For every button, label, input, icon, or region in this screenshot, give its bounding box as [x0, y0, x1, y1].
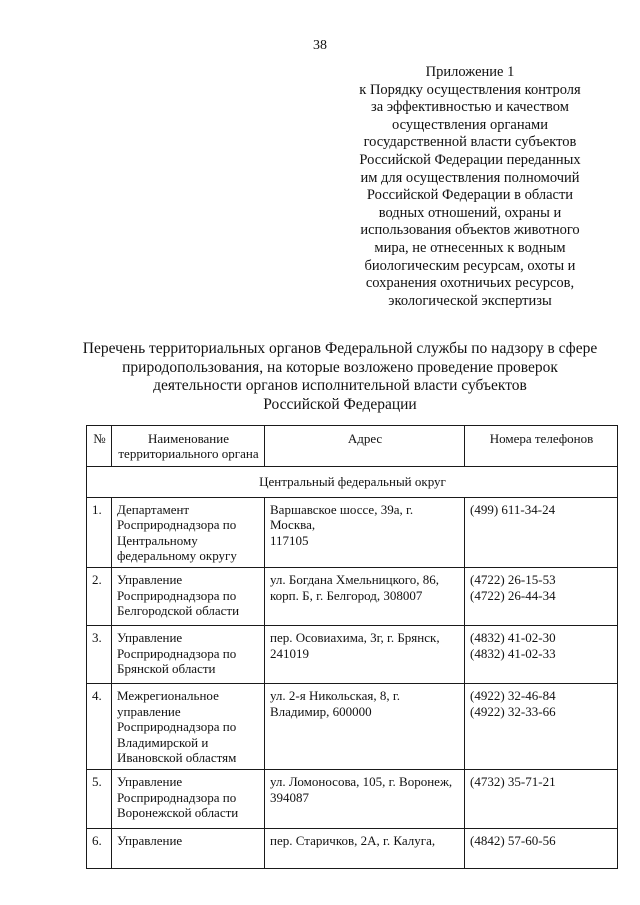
row-address-line: 117105: [270, 532, 309, 548]
row-phone: (4722) 26-44-34: [470, 587, 556, 603]
row-phones: [465, 829, 618, 869]
row-address-line: пер. Осовиахима, 3г, г. Брянск,: [270, 630, 440, 646]
appendix-line: сохранения охотничьих ресурсов,: [365, 275, 575, 292]
appendix-line: Российской Федерации в области: [366, 187, 574, 204]
row-name-line: Воронежской области: [117, 805, 239, 821]
row-name-line: Управление: [117, 572, 183, 588]
list-title: [60, 340, 620, 414]
row-phone: (4732) 35-71-21: [470, 774, 556, 790]
row-name-line: Росприроднадзора по: [117, 719, 237, 735]
row-address: [265, 770, 465, 829]
row-phone: (4922) 32-33-66: [470, 703, 556, 719]
header-name-line: Наименование: [148, 431, 229, 446]
row-phones: [465, 626, 618, 684]
row-name-line: федеральному округу: [117, 548, 237, 564]
row-name-line: Управление: [117, 833, 183, 849]
row-name: [112, 568, 265, 626]
row-name-line: Ивановской областям: [117, 750, 237, 766]
appendix-heading: [340, 64, 600, 310]
appendix-line: Российской Федерации переданных: [359, 151, 581, 168]
row-number: 2.: [87, 568, 112, 626]
row-number: 6.: [87, 829, 112, 869]
row-name: [112, 626, 265, 684]
table-row: [87, 626, 618, 684]
row-address: [265, 497, 465, 568]
row-address: [265, 626, 465, 684]
header-address: Адрес: [265, 426, 465, 467]
appendix-line: за эффективностью и качеством: [371, 99, 569, 116]
list-title-line: деятельности органов исполнительной власти субъектов: [153, 377, 527, 394]
row-name: [112, 829, 265, 869]
row-phones: [465, 770, 618, 829]
appendix-line: мира, не отнесенных к водным: [374, 239, 566, 256]
row-name: [112, 770, 265, 829]
table-row: [87, 770, 618, 829]
row-address-line: корп. Б, г. Белгород, 308007: [270, 587, 423, 603]
row-number: 3.: [87, 626, 112, 684]
appendix-line: им для осуществления полномочий: [360, 169, 580, 186]
row-phones: [465, 568, 618, 626]
appendix-line: Приложение 1: [425, 64, 515, 80]
row-address-line: 394087: [270, 789, 309, 805]
row-name: [112, 684, 265, 770]
row-name-line: Управление: [117, 774, 183, 790]
table-row: [87, 684, 618, 770]
table-row: [87, 829, 618, 869]
row-address-line: пер. Старичков, 2А, г. Калуга,: [270, 833, 436, 849]
appendix-line: осуществления органами: [392, 116, 548, 133]
row-phone: (4832) 41-02-33: [470, 645, 556, 661]
header-name: [112, 426, 265, 467]
header-number: №: [87, 426, 112, 467]
row-name-line: управление: [117, 703, 181, 719]
row-phone: (499) 611-34-24: [470, 501, 556, 517]
row-name-line: Департамент: [117, 501, 190, 517]
row-name-line: Межрегиональное: [117, 688, 219, 704]
row-number: 1.: [87, 497, 112, 568]
row-name-line: Росприроднадзора по: [117, 517, 237, 533]
appendix-line: водных отношений, охраны и: [378, 204, 562, 221]
row-name-line: Росприроднадзора по: [117, 789, 237, 805]
appendix-line: к Порядку осуществления контроля: [359, 81, 581, 98]
row-name-line: Владимирской и: [117, 734, 209, 750]
appendix-line: государственной власти субъектов: [363, 134, 577, 151]
row-address-line: ул. 2-я Никольская, 8, г.: [270, 688, 400, 704]
row-address: [265, 829, 465, 869]
row-number: 5.: [87, 770, 112, 829]
row-phone: (4722) 26-15-53: [470, 572, 556, 588]
table-header-row: [87, 426, 618, 467]
row-address: [265, 568, 465, 626]
row-name-line: Брянской области: [117, 661, 216, 677]
district-row: [87, 466, 618, 497]
row-number: 4.: [87, 684, 112, 770]
row-address-line: 241019: [270, 645, 309, 661]
row-address-line: Варшавское шоссе, 39а, г. Москва,: [270, 501, 414, 533]
appendix-line: использования объектов животного: [360, 222, 580, 239]
row-phone: (4922) 32-46-84: [470, 688, 556, 704]
row-address-line: Владимир, 600000: [270, 703, 372, 719]
table-row: [87, 497, 618, 568]
territorial-bodies-table: [86, 425, 618, 869]
district-name: Центральный федеральный округ: [87, 466, 618, 497]
row-name: [112, 497, 265, 568]
row-name-line: Росприроднадзора по: [117, 587, 237, 603]
page-number: 38: [313, 38, 327, 53]
row-name-line: Управление: [117, 630, 183, 646]
list-title-line: природопользования, на которые возложено проведение проверок: [122, 358, 558, 376]
row-name-line: Центральному: [117, 532, 198, 548]
row-phones: [465, 684, 618, 770]
list-title-line: Российской Федерации: [263, 395, 417, 413]
row-phone: (4832) 41-02-30: [470, 630, 556, 646]
row-phone: (4842) 57-60-56: [470, 833, 556, 849]
header-name-line: территориального органа: [118, 446, 259, 462]
header-phones: Номера телефонов: [465, 426, 618, 467]
row-phones: [465, 497, 618, 568]
row-address-line: ул. Ломоносова, 105, г. Воронеж,: [270, 774, 453, 790]
row-name-line: Росприроднадзора по: [117, 645, 237, 661]
table-row: [87, 568, 618, 626]
row-name-line: Белгородской области: [117, 603, 240, 619]
appendix-line: биологическим ресурсам, охоты и: [364, 257, 576, 274]
list-title-line: Перечень территориальных органов Федеральной службы по надзору в сфере: [82, 340, 598, 357]
appendix-line: экологической экспертизы: [388, 292, 552, 309]
row-address-line: ул. Богдана Хмельницкого, 86,: [270, 572, 440, 588]
row-address: [265, 684, 465, 770]
